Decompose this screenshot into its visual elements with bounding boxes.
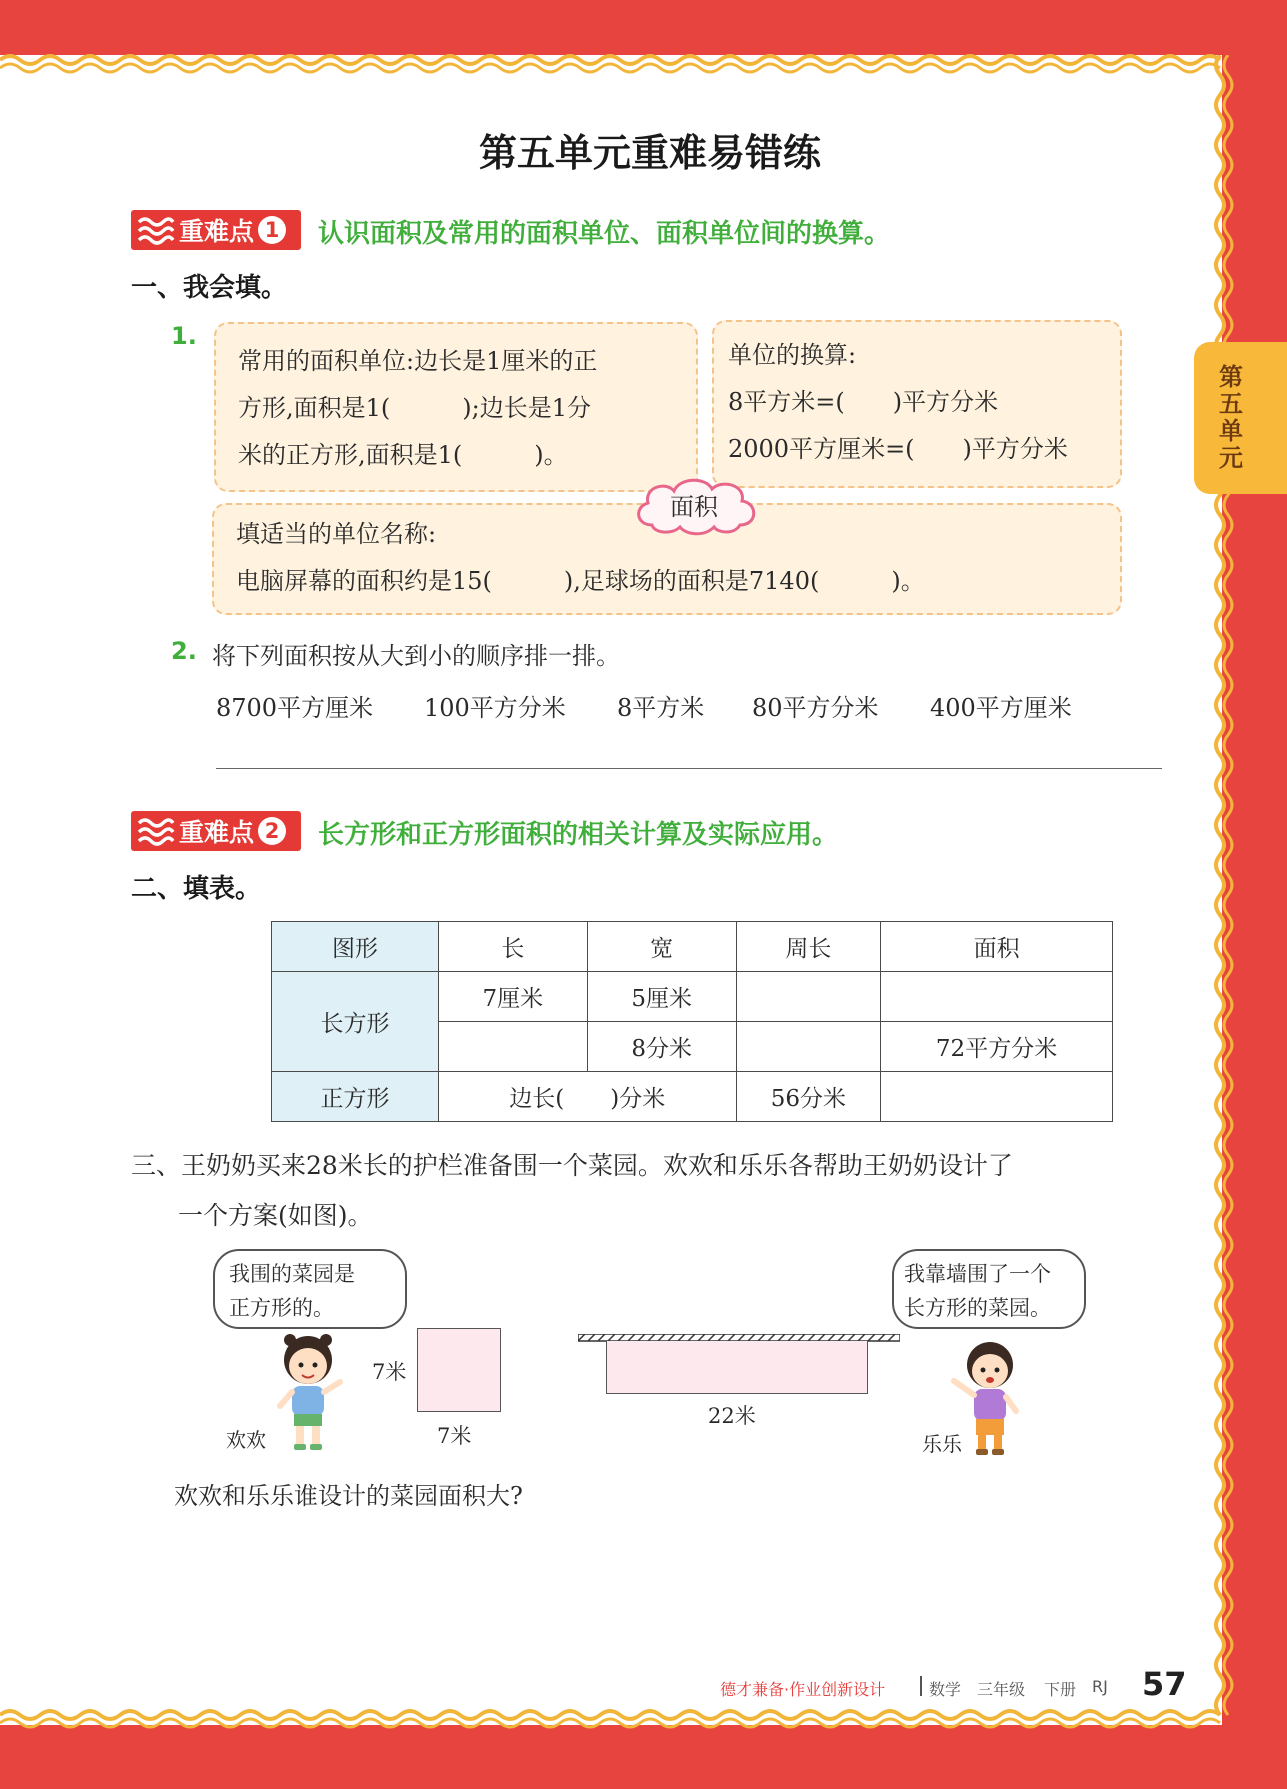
box-line: 常用的面积单位:边长是1厘米的正: [238, 347, 598, 375]
table-header-row: [272, 922, 1113, 972]
answer-cell[interactable]: [736, 972, 881, 1022]
part3-line-2: 一个方案(如图)。: [178, 1201, 373, 1230]
question-2-text: 将下列面积按从大到小的顺序排一排。: [212, 642, 620, 670]
girl-huanhuan-icon: [268, 1330, 356, 1452]
footer-brand: 德才兼备·作业创新设计: [720, 1680, 886, 1699]
key-point-1-heading: 认识面积及常用的面积单位、面积单位间的换算。: [318, 219, 891, 249]
answer-cell[interactable]: [736, 1022, 881, 1072]
bottom-wave-border: [0, 1705, 1232, 1735]
footer-edition: RJ: [1092, 1677, 1108, 1696]
footer-divider: [920, 1676, 922, 1696]
key-point-badge-2: [131, 811, 301, 851]
area-units-box: [214, 322, 698, 492]
table-cell: 5厘米: [587, 972, 736, 1022]
unit-conversion-box: [712, 320, 1122, 488]
footer-subject: 数学: [929, 1680, 962, 1699]
right-wave-border: [1208, 55, 1238, 1725]
table-header-cell: 面积: [881, 922, 1113, 972]
wave-lines-icon: [135, 210, 175, 250]
unit-side-tab[interactable]: [1194, 342, 1287, 494]
box-line: 2000平方厘米=( )平方分米: [728, 435, 1068, 463]
speech-bubble-right: [892, 1249, 1086, 1329]
badge-number: 2: [258, 817, 286, 845]
speech-bubble-left: [213, 1249, 407, 1329]
answer-line[interactable]: [216, 768, 1162, 769]
table-header-cell: 周长: [736, 922, 881, 972]
name-lele: 乐乐: [922, 1432, 962, 1456]
square-bottom-label: 7米: [437, 1424, 472, 1448]
box-line: 电脑屏幕的面积约是15( ),足球场的面积是7140( )。: [236, 567, 925, 595]
square-side-label: 7米: [372, 1360, 407, 1384]
part3-line-1: 三、王奶奶买来28米长的护栏准备围一个菜园。欢欢和乐乐各帮助王奶奶设计了: [131, 1151, 1013, 1180]
badge-label: 重难点: [179, 217, 255, 246]
page-number: 57: [1142, 1665, 1187, 1703]
badge-label: 重难点: [179, 818, 255, 847]
area-item: 100平方分米: [424, 694, 566, 722]
rectangle-garden: [606, 1341, 868, 1394]
rectangle-length-label: 22米: [708, 1404, 756, 1428]
part1-title: 一、我会填。: [131, 273, 288, 303]
key-point-badge-1: [131, 210, 301, 250]
footer-volume: 下册: [1044, 1680, 1077, 1699]
cloud-label: 面积: [670, 493, 718, 521]
table-header-cell: 宽: [587, 922, 736, 972]
answer-cell[interactable]: [881, 1072, 1113, 1122]
part3-question: 欢欢和乐乐谁设计的菜园面积大?: [174, 1482, 523, 1510]
area-item: 8700平方厘米: [216, 694, 374, 722]
badge-number: 1: [258, 216, 286, 244]
table-row: [272, 972, 1113, 1022]
box-line: 单位的换算:: [728, 341, 857, 369]
answer-cell[interactable]: [439, 1022, 588, 1072]
bubble-line: 正方形的。: [229, 1296, 334, 1320]
question-2-number: 2.: [171, 637, 197, 665]
table-cell: 72平方分米: [881, 1022, 1113, 1072]
box-line: 方形,面积是1( );边长是1分: [238, 394, 591, 422]
part2-title: 二、填表。: [131, 874, 262, 904]
area-item: 8平方米: [617, 694, 705, 722]
top-wave-border: [0, 48, 1232, 78]
question-1-number: 1.: [171, 322, 197, 350]
row-label-rectangle: 长方形: [272, 972, 439, 1072]
area-item: 80平方分米: [752, 694, 879, 722]
table-cell: 56分米: [736, 1072, 881, 1122]
box-line: 填适当的单位名称:: [236, 520, 437, 548]
square-garden: [417, 1328, 501, 1412]
side-tab-label: 第五单元: [1219, 363, 1243, 472]
box-line: 米的正方形,面积是1( )。: [238, 441, 568, 469]
row-label-square: 正方形: [272, 1072, 439, 1122]
bubble-line: 长方形的菜园。: [904, 1296, 1051, 1320]
table-header-cell: 图形: [272, 922, 439, 972]
table-cell: 8分米: [587, 1022, 736, 1072]
table-row: [272, 1072, 1113, 1122]
key-point-2-heading: 长方形和正方形面积的相关计算及实际应用。: [318, 820, 839, 850]
square-side-cell[interactable]: 边长( )分米: [439, 1072, 737, 1122]
fill-table: [271, 921, 1113, 1122]
bubble-line: 我靠墙围了一个: [904, 1262, 1051, 1286]
table-header-cell: 长: [439, 922, 588, 972]
name-huanhuan: 欢欢: [226, 1428, 266, 1452]
table-cell: 7厘米: [439, 972, 588, 1022]
answer-cell[interactable]: [881, 972, 1113, 1022]
wave-lines-icon: [135, 811, 175, 851]
page-title: 第五单元重难易错练: [478, 131, 821, 175]
area-item: 400平方厘米: [930, 694, 1072, 722]
footer-grade: 三年级: [977, 1680, 1026, 1699]
box-line: 8平方米=( )平方分米: [728, 388, 999, 416]
bubble-line: 我围的菜园是: [229, 1262, 355, 1286]
